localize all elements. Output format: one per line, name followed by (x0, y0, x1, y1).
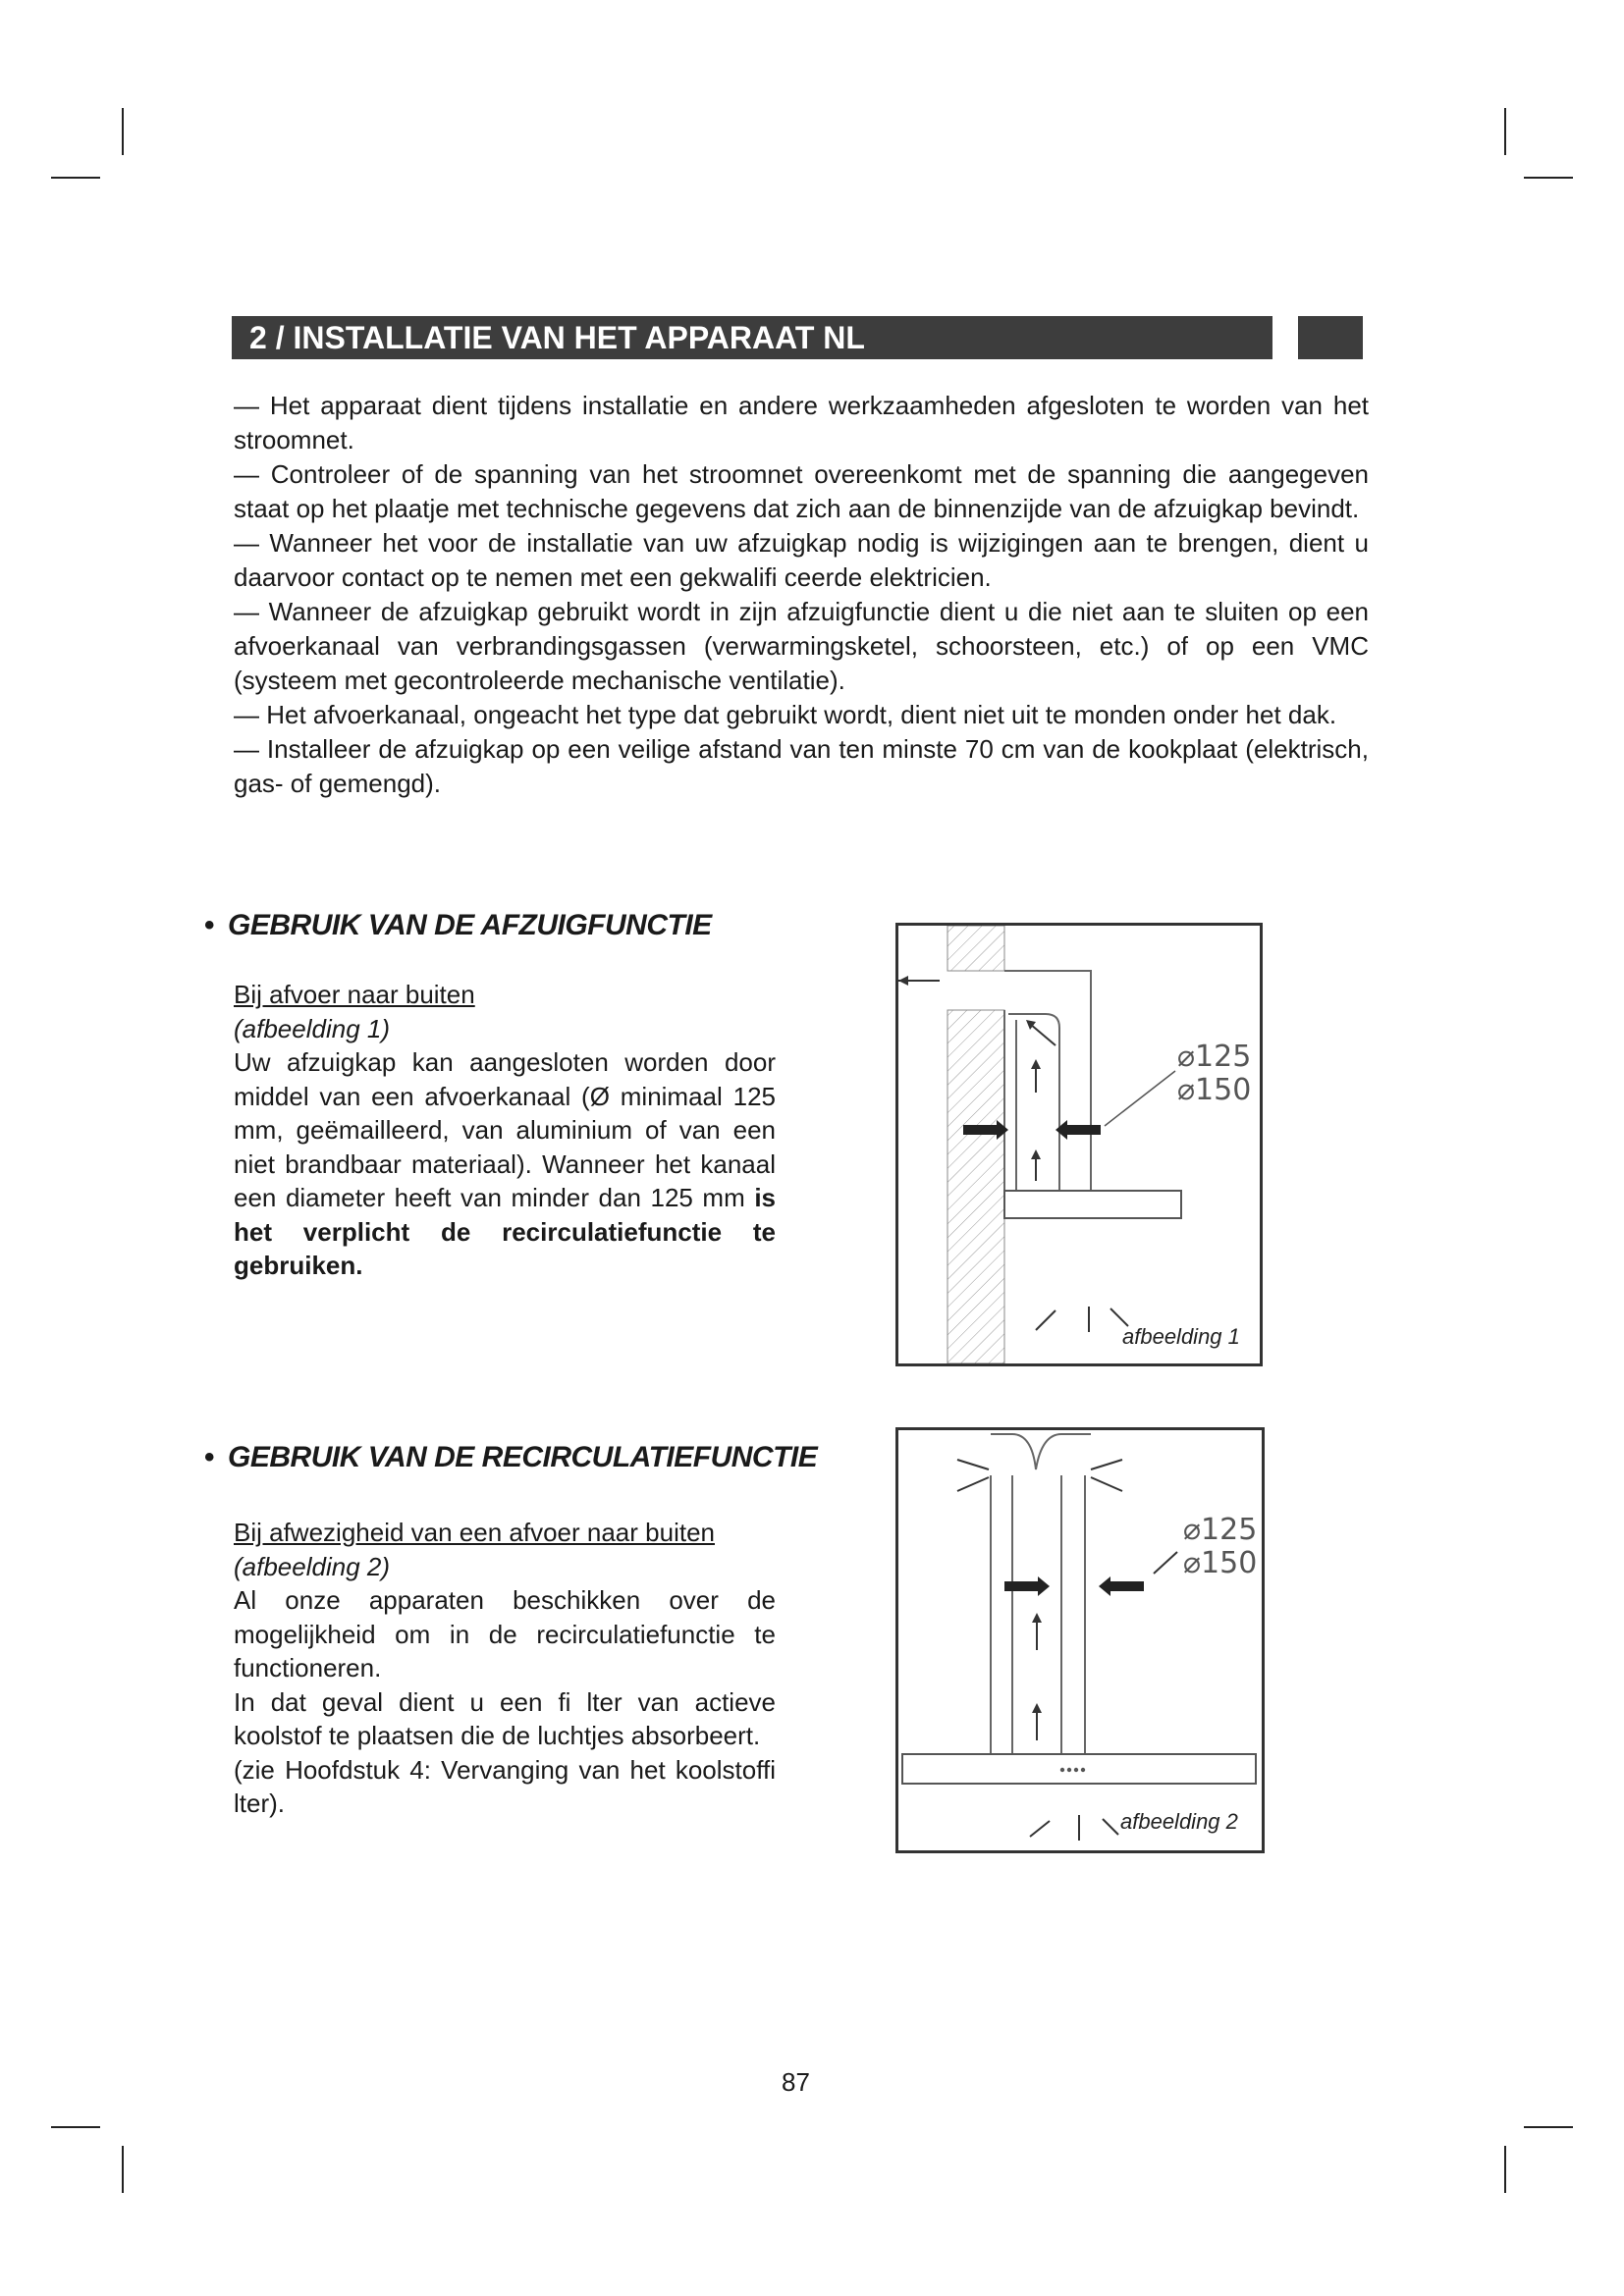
body-text-bold: is het verplicht de recirculatiefunctie te gebruiken. (234, 1183, 776, 1280)
intro-paragraph: — Het apparaat dient tijdens installatie en andere werkzaamheden afgesloten te worden van het stroomnet. (234, 391, 1369, 454)
section1-body (234, 978, 776, 1283)
section-header: 2 / INSTALLATIE VAN HET APPARAAT NL (232, 316, 1272, 359)
arrowhead (1031, 1149, 1041, 1159)
outlet-arrow (957, 1477, 989, 1491)
section-title-recirculation (204, 1441, 817, 1474)
wall-upper (947, 926, 1004, 971)
body-paragraph: Al onze apparaten beschikken over de mogelijkheid om in de recirculatiefunctie te functioneren. (234, 1585, 776, 1682)
intake-arrow (1030, 1821, 1050, 1837)
outlet-arrow (957, 1460, 989, 1469)
figure-reference: (afbeelding 2) (234, 1551, 390, 1581)
intro-text (234, 389, 1369, 801)
intro-paragraph: — Wanneer de afzuigkap gebruikt wordt in zijn afzuigfunctie dient u die niet aan te sluiten op een afvoerkanaal van verbrandingsgassen (verwarmingsketel, schoorsteen, etc.) of op een VMC (systeem met gecontroleerde mechanische ventilatie). (234, 597, 1369, 695)
crop-mark (122, 2146, 124, 2193)
intro-paragraph: — Controleer of de spanning van het stroomnet overeenkomt met de spanning die aangegeven staat op het plaatje met technische gegevens dat zich aan de binnenzijde van de afzuigkap bevindt. (234, 459, 1369, 523)
arrowhead (1056, 1120, 1067, 1140)
arrowhead (1031, 1059, 1041, 1069)
leader-line (1105, 1071, 1175, 1126)
intake-arrow (1103, 1819, 1118, 1835)
bullet-icon: • (204, 909, 215, 941)
control-dot (1081, 1768, 1085, 1772)
fitting-arrow-left (1004, 1581, 1040, 1591)
outlet-arrow (1091, 1460, 1122, 1469)
arrowhead (1032, 1613, 1042, 1623)
crop-mark (1504, 2146, 1506, 2193)
body-paragraph: (zie Hoofdstuk 4: Vervanging van het koolstoffi lter). (234, 1754, 776, 1818)
page-number: 87 (782, 2067, 810, 2097)
intake-arrow (1036, 1310, 1056, 1330)
body-paragraph: In dat geval dient u een fi lter van actieve koolstof te plaatsen die de luchtjes absorbeert. (234, 1686, 776, 1750)
intro-paragraph: — Wanneer het voor de installatie van uw afzuigkap nodig is wijzigingen aan te brengen, dient u daarvoor contact op te nemen met een gekwalifi ceerde elektricien. (234, 528, 1369, 592)
crop-mark (122, 108, 124, 155)
section-title-extraction (204, 909, 712, 942)
section-title-text: GEBRUIK VAN DE AFZUIGFUNCTIE (228, 909, 712, 941)
fitting-arrow-right (1109, 1581, 1144, 1591)
crop-mark (51, 177, 100, 179)
diameter-label-150: ⌀150 (1183, 1546, 1258, 1580)
crop-mark (51, 2126, 100, 2128)
subheading: Bij afvoer naar buiten (234, 980, 475, 1009)
diameter-label-125: ⌀125 (1183, 1513, 1258, 1547)
airflow-arrow (1030, 1024, 1056, 1045)
leader-line (1154, 1552, 1177, 1574)
figure-caption: afbeelding 2 (1120, 1809, 1238, 1834)
duct-outer (1004, 971, 1091, 1191)
body-paragraph (234, 1045, 776, 1283)
figure-reference: (afbeelding 1) (234, 1013, 390, 1043)
arrowhead (1099, 1576, 1110, 1596)
crop-mark (1524, 177, 1573, 179)
outlet-arrow (1091, 1477, 1122, 1491)
section-title-text: GEBRUIK VAN DE RECIRCULATIEFUNCTIE (228, 1441, 818, 1473)
fitting-arrow-left (963, 1125, 999, 1135)
wall-lower (947, 1010, 1004, 1363)
section2-body (234, 1516, 776, 1821)
arrowhead (898, 976, 908, 986)
crop-mark (1504, 108, 1506, 155)
outlet-cap (991, 1434, 1091, 1469)
bullet-icon: • (204, 1441, 215, 1473)
header-tab-block (1298, 316, 1363, 359)
crop-mark (1524, 2126, 1573, 2128)
figure-recirculation-diagram (895, 1427, 1265, 1853)
control-dot (1067, 1768, 1071, 1772)
hood-body (902, 1754, 1256, 1784)
fitting-arrow-right (1065, 1125, 1101, 1135)
intro-paragraph: — Installeer de afzuigkap op een veilige afstand van ten minste 70 cm van de kookplaat (elektrisch, gas- of gemengd). (234, 734, 1369, 798)
arrowhead (1038, 1576, 1050, 1596)
recirculation-diagram-svg (898, 1430, 1262, 1850)
body-text: Uw afzuigkap kan aangesloten worden door middel van een afvoerkanaal (Ø minimaal 125 mm, geëmailleerd, van aluminium of van een niet brandbaar materiaal). Wanneer het kanaal een diameter heeft van minder dan 125 mm (234, 1047, 776, 1212)
diameter-label-150: ⌀150 (1177, 1073, 1252, 1107)
figure-extraction-diagram (895, 923, 1263, 1366)
diameter-label-125: ⌀125 (1177, 1040, 1252, 1074)
hood-body (1004, 1191, 1181, 1218)
figure-caption: afbeelding 1 (1122, 1324, 1240, 1349)
control-dot (1074, 1768, 1078, 1772)
extraction-diagram-svg (898, 926, 1260, 1363)
control-dot (1060, 1768, 1064, 1772)
intro-paragraph: — Het afvoerkanaal, ongeacht het type dat gebruikt wordt, dient niet uit te monden onder het dak. (234, 700, 1337, 729)
arrowhead (1032, 1703, 1042, 1713)
subheading: Bij afwezigheid van een afvoer naar buiten (234, 1518, 715, 1547)
